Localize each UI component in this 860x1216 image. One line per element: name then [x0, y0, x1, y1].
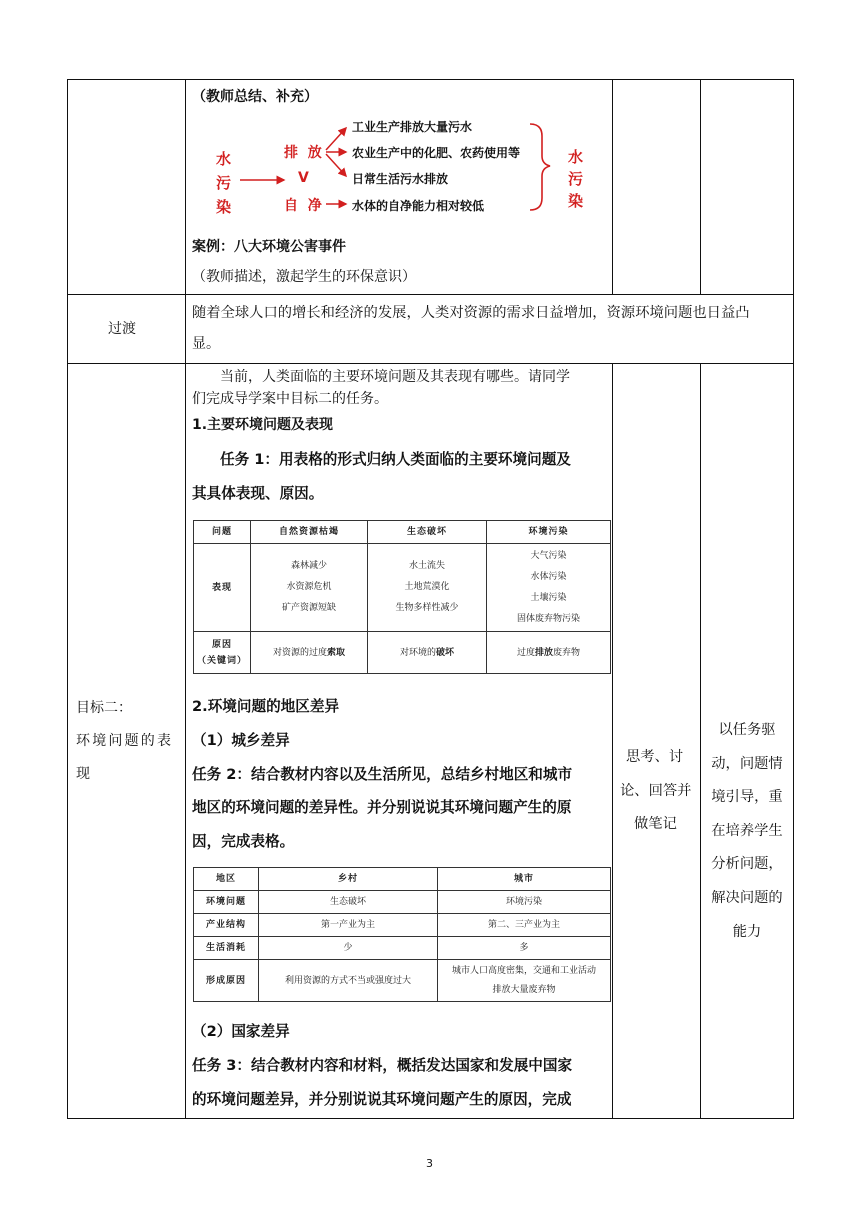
table2-rural-cause: 利用资源的方式不当或强度过大	[259, 960, 438, 1002]
table2-rural-industry: 第一产业为主	[259, 914, 438, 937]
table1-keyword-label: （关键词）	[196, 655, 247, 666]
diagram-left-label-2: 污	[216, 174, 232, 192]
diagram-left-label-3: 染	[216, 198, 232, 216]
student-activity-line-2: 论、回答并	[620, 783, 692, 799]
design-intent-line-6: 解决问题的	[711, 889, 783, 906]
heading-regional-differences: 2.环境问题的地区差异	[192, 698, 340, 715]
table2-urban-problem: 环境污染	[438, 891, 611, 914]
table1-header-resource: 自然资源枯竭	[251, 521, 368, 544]
table1-cell-pollution	[487, 544, 611, 632]
design-intent-line-5: 分析问题，	[711, 856, 783, 873]
design-intent-line-7: 能力	[732, 923, 762, 940]
table1-cause-pollution-text-b: 废弃物	[553, 647, 581, 658]
table-border-left	[67, 79, 68, 1119]
table2-row-label-consumption: 生活消耗	[194, 937, 259, 960]
intro-line-1: 当前，人类面临的主要环境问题及其表现有哪些。请同学	[220, 369, 570, 385]
heading-main-problems: 1.主要环境问题及表现	[192, 417, 334, 433]
table1-pollution-item-2: 水体污染	[530, 571, 567, 582]
table1-cause-ecology-keyword: 破坏	[436, 647, 455, 658]
table1-resource-item-2: 水资源危机	[286, 582, 332, 592]
design-intent-line-4: 在培养学生	[711, 822, 783, 839]
table1-cell-ecology	[368, 544, 487, 632]
diagram-right-label-2: 污	[568, 170, 584, 188]
diagram-v-mark: V	[298, 170, 309, 186]
table2-urban-cause-line-1: 城市人口高度密集，交通和工业活动	[451, 965, 596, 976]
table1-ecology-item-2: 土地荒漠化	[404, 582, 450, 592]
column-divider-2b	[612, 363, 613, 1119]
table1-pollution-item-3: 土壤污染	[530, 592, 567, 603]
row-divider-2	[67, 363, 794, 364]
table1-cause-pollution-keyword: 排放	[534, 647, 553, 658]
transition-text-line-1: 随着全球人口的增长和经济的发展，人类对资源的需求日益增加，资源环境问题也日益凸	[192, 305, 750, 321]
transition-text-line-2: 显。	[192, 336, 220, 352]
column-divider-3b	[700, 363, 701, 1119]
table1-header-pollution: 环境污染	[487, 521, 611, 544]
table2-urban-cause-line-2: 排放大量废弃物	[492, 984, 556, 995]
goal-two-label: 目标二：	[76, 700, 132, 716]
diagram-item-1: 工业生产排放大量污水	[352, 120, 473, 134]
table1-row-label-performance: 表现	[194, 544, 251, 632]
table1-cause-resource-text: 对资源的过度	[272, 647, 327, 658]
table1-header-ecology: 生态破坏	[368, 521, 487, 544]
page-number: 3	[426, 1157, 433, 1170]
table-border-top	[67, 79, 794, 80]
goal-two-title-line-2: 现	[76, 766, 90, 782]
task-1-line-1: 任务 1：用表格的形式归纳人类面临的主要环境问题及	[220, 451, 571, 468]
student-activity-line-3: 做笔记	[634, 816, 677, 832]
table1-resource-item-3: 矿产资源短缺	[281, 603, 336, 613]
table1-pollution-item-4: 固体废弃物污染	[516, 613, 580, 624]
table1-cause-label: 原因	[211, 639, 232, 650]
table1-ecology-item-3: 生物多样性减少	[395, 603, 459, 613]
task-1-line-2: 其具体表现、原因。	[192, 485, 324, 502]
table2-urban-cause	[438, 960, 611, 1002]
case-note: （教师描述，激起学生的环保意识）	[192, 269, 416, 285]
column-divider-2a	[612, 79, 613, 295]
design-intent-line-3: 境引导，重	[711, 789, 783, 806]
table2-header-rural: 乡村	[259, 868, 438, 891]
subheading-urban-rural: （1）城乡差异	[192, 732, 290, 749]
task-2-line-1: 任务 2：结合教材内容以及生活所见，总结乡村地区和城市	[192, 766, 573, 783]
table-border-right	[793, 79, 794, 1119]
diagram-left-label-1: 水	[216, 150, 232, 168]
case-title: 案例：八大环境公害事件	[192, 239, 346, 255]
table1-header-problem: 问题	[194, 521, 251, 544]
table2-rural-problem: 生态破坏	[259, 891, 438, 914]
task-2-line-3: 因，完成表格。	[192, 833, 295, 850]
task-3-line-1: 任务 3：结合教材内容和材料，概括发达国家和发展中国家	[192, 1057, 573, 1074]
table2-header-urban: 城市	[438, 868, 611, 891]
column-divider-3a	[700, 79, 701, 295]
table1-resource-item-1: 森林减少	[290, 561, 327, 571]
design-intent-line-2: 动，问题情	[711, 755, 783, 772]
environment-problems-table	[193, 520, 611, 674]
intro-line-2: 们完成导学案中目标二的任务。	[192, 391, 388, 407]
table2-rural-consumption: 少	[259, 937, 438, 960]
table1-cause-pollution	[487, 632, 611, 674]
table1-cause-ecology-text: 对环境的	[399, 647, 436, 658]
task-3-line-2: 的环境问题差异，并分别说说其环境问题产生的原因，完成	[192, 1091, 572, 1108]
row-divider-1	[67, 294, 794, 295]
urban-rural-table	[193, 867, 611, 1002]
design-intent-line-1: 以任务驱	[718, 722, 776, 738]
goal-two-title-line-1: 环境问题的表	[76, 733, 174, 749]
teacher-summary-label: （教师总结、补充）	[192, 89, 318, 105]
water-pollution-diagram	[192, 112, 612, 220]
table-border-bottom	[67, 1118, 794, 1119]
table2-urban-consumption: 多	[438, 937, 611, 960]
table1-cause-ecology	[368, 632, 487, 674]
table2-urban-industry: 第二、三产业为主	[438, 914, 611, 937]
transition-label: 过渡	[108, 321, 136, 337]
task-2-line-2: 地区的环境问题的差异性。并分别说说其环境问题产生的原	[192, 799, 572, 816]
diagram-item-4: 水体的自净能力相对较低	[352, 199, 485, 213]
diagram-right-label-3: 染	[568, 192, 584, 210]
student-activity-line-1: 思考、讨	[626, 749, 684, 765]
column-divider-1	[185, 79, 186, 1119]
table2-header-region: 地区	[194, 868, 259, 891]
diagram-item-3: 日常生活污水排放	[352, 172, 449, 186]
design-intent	[702, 714, 792, 949]
table1-pollution-item-1: 大气污染	[530, 550, 567, 561]
table1-cell-resource	[251, 544, 368, 632]
diagram-zijing: 自 净	[284, 198, 322, 214]
table2-row-label-problem: 环境问题	[194, 891, 259, 914]
table1-cause-resource	[251, 632, 368, 674]
table1-ecology-item-1: 水土流失	[408, 561, 445, 571]
table2-row-label-industry: 产业结构	[194, 914, 259, 937]
table1-cause-resource-keyword: 索取	[327, 647, 346, 658]
table1-row-label-cause	[194, 632, 251, 674]
diagram-paifang: 排 放	[284, 145, 322, 161]
diagram-item-2: 农业生产中的化肥、农药使用等	[352, 146, 521, 160]
table2-row-label-cause: 形成原因	[194, 960, 259, 1002]
subheading-national: （2）国家差异	[192, 1023, 290, 1040]
table1-cause-pollution-text-a: 过度	[516, 647, 535, 658]
diagram-right-label-1: 水	[568, 148, 584, 166]
